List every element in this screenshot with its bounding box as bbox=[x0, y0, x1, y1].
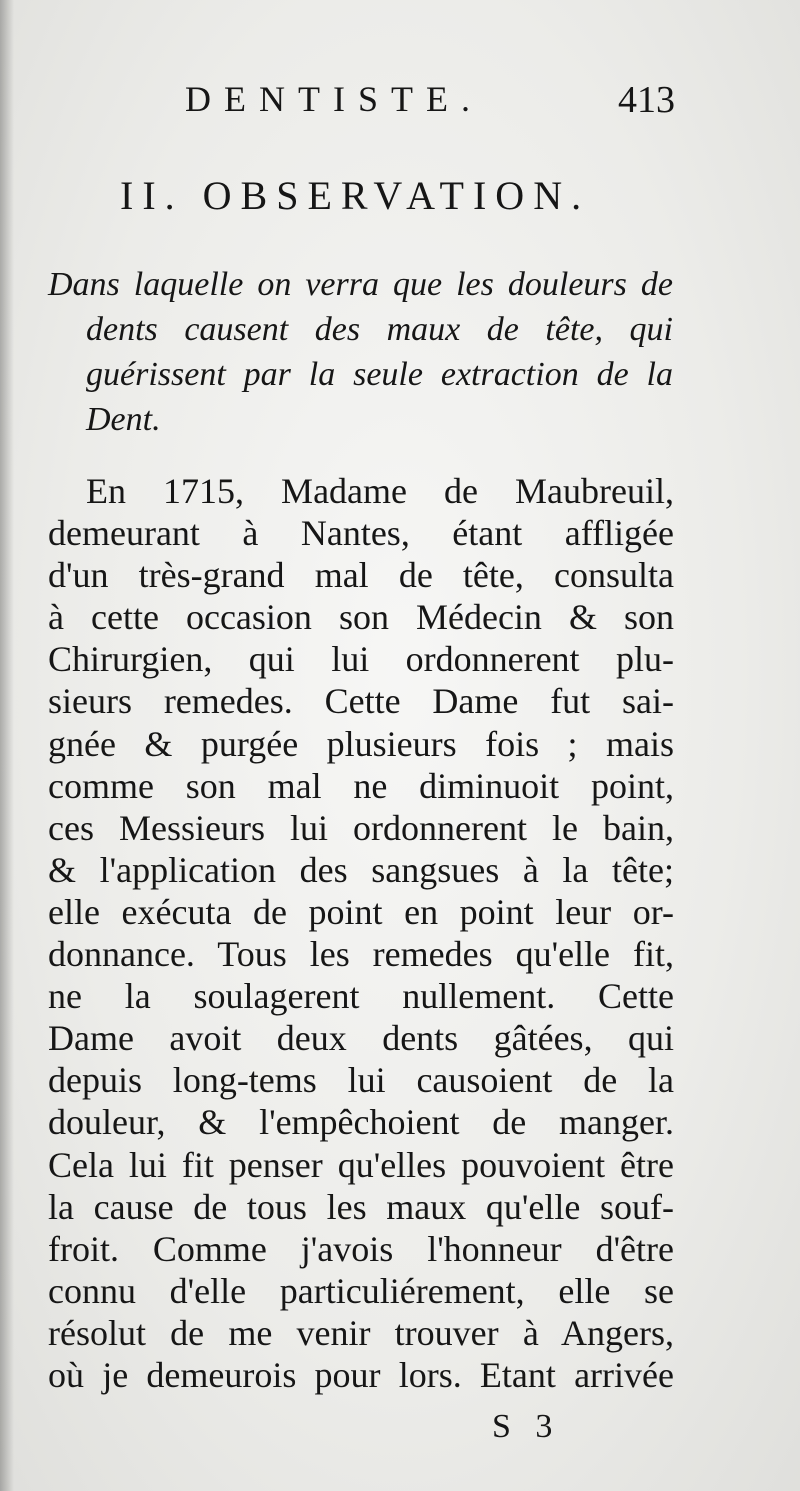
text-line: Cela lui fit penser qu'elles pouvoient être bbox=[48, 1144, 674, 1185]
text-line: donnance. Tous les remedes qu'elle fit, bbox=[48, 934, 674, 975]
signature-mark: S 3 bbox=[492, 1408, 561, 1445]
text-line: où je demeurois pour lors. Etant arrivée bbox=[48, 1354, 674, 1395]
text-line: demeurant à Nantes, étant affligée bbox=[48, 513, 674, 554]
page-number: 413 bbox=[618, 79, 675, 121]
text-line: comme son mal ne diminuoit point, bbox=[48, 765, 674, 806]
text-line: douleur, & l'empêchoient de manger. bbox=[48, 1102, 674, 1143]
text-line: Chirurgien, qui lui ordonnerent plu- bbox=[48, 639, 674, 680]
subtitle-line: guérissent par la seule extraction de la bbox=[86, 356, 673, 393]
subtitle-line: Dans laquelle on verra que les douleurs de bbox=[48, 266, 673, 303]
text-line: à cette occasion son Médecin & son bbox=[48, 597, 674, 638]
running-title: DENTISTE. bbox=[185, 79, 483, 119]
page-header bbox=[185, 72, 685, 132]
subtitle-line: Dent. bbox=[86, 401, 161, 438]
observation-subtitle bbox=[48, 262, 673, 442]
text-line: ne la soulagerent nullement. Cette bbox=[48, 976, 674, 1017]
text-line: ces Messieurs lui ordonnerent le bain, bbox=[48, 807, 674, 848]
text-line: elle exécuta de point en point leur or- bbox=[48, 891, 674, 932]
body-paragraph bbox=[48, 470, 674, 1396]
subtitle-line: dents causent des maux de tête, qui bbox=[86, 311, 673, 348]
text-line: froit. Comme j'avois l'honneur d'être bbox=[48, 1228, 674, 1269]
text-line: connu d'elle particuliérement, elle se bbox=[48, 1270, 674, 1311]
text-line: la cause de tous les maux qu'elle souf- bbox=[48, 1186, 674, 1227]
page-edge-shadow bbox=[0, 0, 14, 1491]
observation-title: II. OBSERVATION. bbox=[120, 173, 591, 218]
text-line: & l'application des sangsues à la tête; bbox=[48, 849, 674, 890]
text-line: Dame avoit deux dents gâtées, qui bbox=[48, 1018, 674, 1059]
text-line: gnée & purgée plusieurs fois ; mais bbox=[48, 723, 674, 764]
text-line: depuis long-tems lui causoient de la bbox=[48, 1060, 674, 1101]
text-line: d'un très-grand mal de tête, consulta bbox=[48, 555, 674, 596]
text-line: En 1715, Madame de Maubreuil, bbox=[86, 471, 674, 511]
text-line: résolut de me venir trouver à Angers, bbox=[48, 1312, 674, 1353]
text-line: sieurs remedes. Cette Dame fut sai- bbox=[48, 681, 674, 722]
